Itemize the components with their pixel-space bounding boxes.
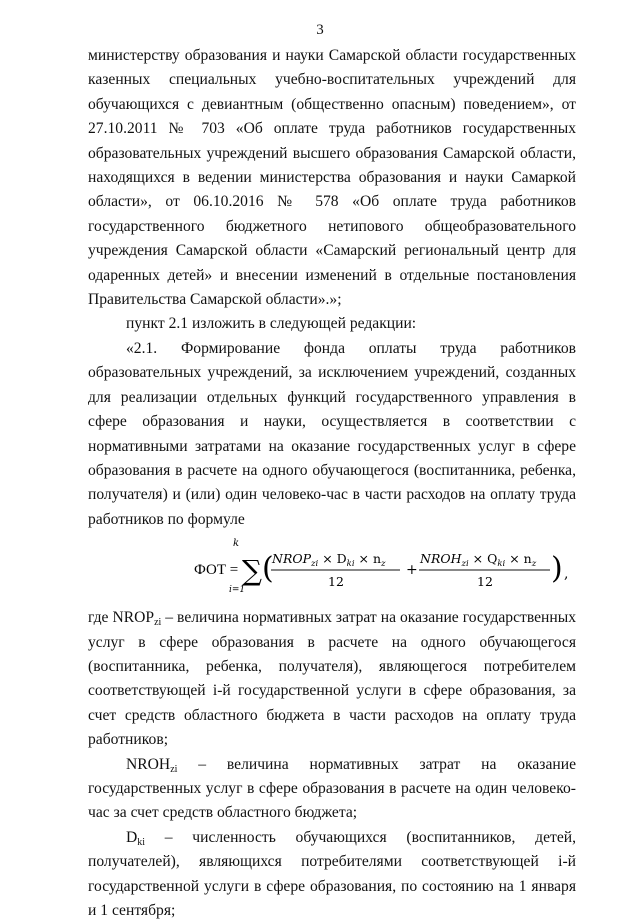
document-body [88, 44, 576, 923]
fot-formula-svg [88, 534, 576, 606]
term2-numerator: $NROH_{zi} \times Q_{ki} \times n_z$ [420, 551, 537, 570]
sum-lower-limit: i=1 [229, 585, 246, 596]
sum-upper-limit: k [233, 538, 240, 550]
page-number: 3 [316, 22, 324, 38]
term2-denominator: 12 [477, 574, 493, 590]
paragraph-item-intro: пункт 2.1 изложить в следующей редакции: [126, 315, 417, 333]
formula-trailing-comma: , [564, 566, 569, 583]
definition-dki: $D_{ki}$ – численность обучающихся (воспитанников, детей, получателей), являющихся потребителями соответствующей i-й государственной услуги в сфере образования, по состоянию на 1 января и 1 сентября; [88, 828, 576, 919]
formula-lhs: ФОТ = [194, 562, 239, 579]
sum-sign: ∑ [242, 554, 262, 588]
fot-formula [88, 534, 576, 606]
paragraph-item-2-1: «2.1. Формирование фонда оплаты труда работников образовательных учреждений, за исключением учреждений, созданных для реализации отдельных функций государственного управления в сфере образования и науки, осуществляется в соответствии с нормативными затратами на оказание государственных услуг в сфере образования в расчете на одного обучающегося (воспитанника, ребенка, получателя) и (или) один человеко-час в части расходов на оплату труда работников по формуле [88, 339, 576, 528]
formula-open-paren: ( [262, 551, 274, 587]
definition-nrop: где $NROP_{zi}$ – величина нормативных затрат на оказание государственных услуг в сфере образования в расчете на одного обучающегося (воспитанника, ребенка, получателя), являющегося потребителем соответствующей i-й государственной услуги в сфере образования, за счет средств областного бюджета в части расходов на оплату труда работников; [88, 609, 576, 749]
definition-nroh: $NROH_{zi}$ – величина нормативных затрат на оказание государственных услуг в сфере образования в расчете на один человеко-час за счет средств областного бюджета; [88, 755, 576, 822]
formula-close-paren: ) [551, 551, 563, 587]
term1-denominator: 12 [328, 574, 344, 590]
formula-plus: + [406, 562, 418, 579]
paragraph-continuation: министерству образования и науки Самарской области государственных казенных специальных учебно-воспитательных учреждений для обучающихся с девиантным (общественно опасным) поведением», от 27.10.2011 № 703 «Об оплате труда работников государственных образовательных учреждений высшего образования Самарской области, находящихся в ведении министерства образования и науки Самаркой области», от 06.10.2016 № 578 «Об оплате труда работников государственного бюджетного нетипового общеобразовательного учреждения Самарской области «Самарский региональный центр для одаренных детей» и внесении изменений в отдельные постановления Правительства Самарской области».»; [88, 47, 576, 309]
term1-numerator: $NROP_{zi} \times D_{ki} \times n_z$ [272, 551, 386, 570]
